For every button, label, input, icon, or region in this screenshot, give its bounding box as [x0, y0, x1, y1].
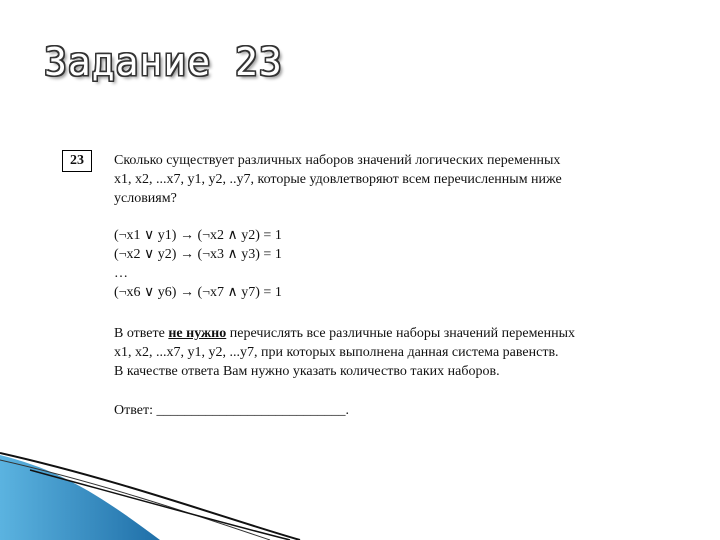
equation-last: (¬x6 ∨ y6) → (¬x7 ∧ y7) = 1: [114, 285, 282, 300]
equation-1: (¬x1 ∨ y1) → (¬x2 ∧ y2) = 1: [114, 228, 282, 243]
note-line-2: x1, x2, ...x7, y1, y2, ...y7, при которых выполнена данная система равенств.: [114, 345, 559, 360]
task-number-box: 23: [62, 150, 92, 172]
question-line-3: условиям?: [114, 191, 177, 206]
note-emphasis: не нужно: [168, 326, 227, 341]
equation-ellipsis: …: [114, 266, 128, 281]
slide-title: Задание 23: [44, 40, 283, 84]
answer-line: Ответ: ___________________________.: [114, 403, 349, 418]
question-line-2: x1, x2, ...x7, y1, y2, ..y7, которые удовлетворяют всем перечисленным ниже: [114, 172, 562, 187]
task-body: [114, 151, 578, 420]
wave-decoration: [0, 450, 720, 540]
question-line-1: Сколько существует различных наборов значений логических переменных: [114, 153, 561, 168]
note-after: перечислять все различные наборы значений переменных: [226, 326, 576, 341]
note-before: В ответе: [114, 326, 169, 341]
note-line-1: [114, 324, 578, 343]
note-line-3: В качестве ответа Вам нужно указать количество таких наборов.: [114, 364, 500, 379]
equation-2: (¬x2 ∨ y2) → (¬x3 ∧ y3) = 1: [114, 247, 282, 262]
